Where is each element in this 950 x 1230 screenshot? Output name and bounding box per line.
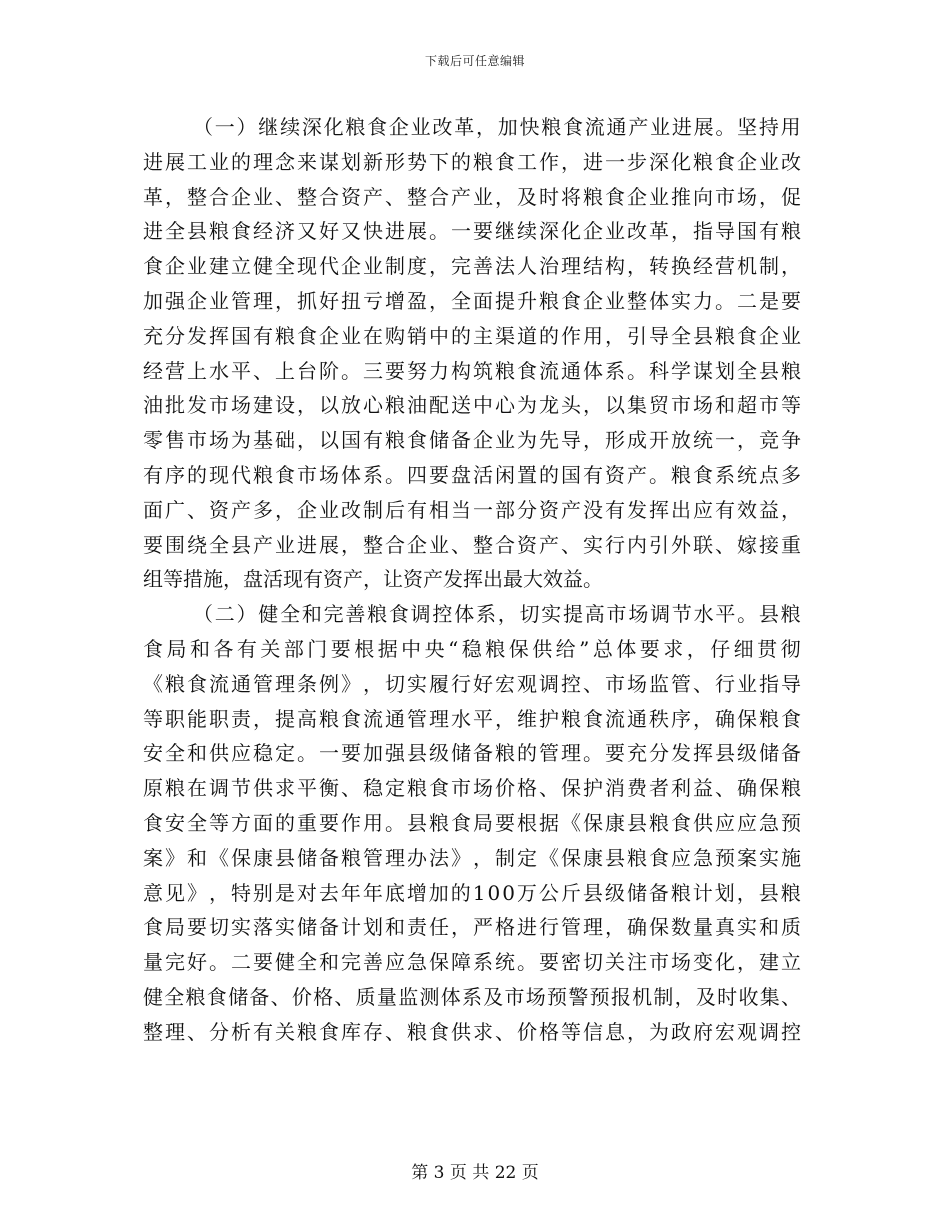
text-line: 组等措施，盘活现有资产，让资产发挥出最大效益。 bbox=[143, 567, 603, 592]
text-line: 《 粮 食 流 通 管 理 条 例 》 ， 切 实 履 行 好 宏 观 调 控 、 市 场 监 管 、 行 业 指 导 bbox=[143, 671, 801, 696]
text-line: 原 粮 在 调 节 供 求 平 衡 、 稳 定 粮 食 市 场 价 格 、 保 护 消 费 者 利 益 、 确 保 粮 bbox=[143, 776, 801, 801]
text-line: 进 展 工 业 的 理 念 来 谋 划 新 形 势 下 的 粮 食 工 作 ， 进 一 步 深 化 粮 食 企 业 改 bbox=[143, 149, 801, 174]
text-line: 零 售 市 场 为 基 础 ， 以 国 有 粮 食 储 备 企 业 为 先 导 ， 形 成 开 放 统 一 ， 竞 争 bbox=[143, 428, 801, 453]
text-line: 量 完 好 。 二 要 健 全 和 完 善 应 急 保 障 系 统 。 要 密 切 关 注 市 场 变 化 ， 建 立 bbox=[143, 950, 801, 975]
text-line: 健 全 粮 食 储 备 、 价 格 、 质 量 监 测 体 系 及 市 场 预 警 预 报 机 制 ， 及 时 收 集 、 bbox=[143, 984, 801, 1009]
text-line: （ 二 ） 健 全 和 完 善 粮 食 调 控 体 系 ， 切 实 提 高 市 场 调 节 水 平 。 县 粮 bbox=[193, 602, 801, 627]
page-number-footer: 第 3 页 共 22 页 bbox=[411, 1163, 539, 1183]
document-body bbox=[143, 110, 801, 1050]
text-line: 意 见 》 ， 特 别 是 对 去 年 年 底 增 加 的 1 0 0 万 公 斤 县 级 储 备 粮 计 划 ， 县 粮 bbox=[143, 880, 801, 905]
text-line: 安 全 和 供 应 稳 定 。 一 要 加 强 县 级 储 备 粮 的 管 理 。 要 充 分 发 挥 县 级 储 备 bbox=[143, 741, 801, 766]
paragraph bbox=[143, 110, 801, 597]
text-line: 革 ， 整 合 企 业 、 整 合 资 产 、 整 合 产 业 ， 及 时 将 粮 食 企 业 推 向 市 场 ， 促 bbox=[143, 184, 801, 209]
text-line: 等 职 能 职 责 ， 提 高 粮 食 流 通 管 理 水 平 ， 维 护 粮 食 流 通 秩 序 ， 确 保 粮 食 bbox=[143, 706, 801, 731]
text-line: 经 营 上 水 平 、 上 台 阶 。 三 要 努 力 构 筑 粮 食 流 通 体 系 。 科 学 谋 划 全 县 粮 bbox=[143, 358, 801, 383]
text-line: 加 强 企 业 管 理 ， 抓 好 扭 亏 增 盈 ， 全 面 提 升 粮 食 企 业 整 体 实 力 。 二 是 要 bbox=[143, 288, 801, 313]
page-header: 下载后可任意编辑 bbox=[424, 54, 525, 68]
paragraph bbox=[143, 597, 801, 1049]
text-line: 食 局 和 各 有 关 部 门 要 根 据 中 央 “ 稳 粮 保 供 给 ” 总 体 要 求 ， 仔 细 贯 彻 bbox=[143, 636, 801, 661]
text-line: 食 局 要 切 实 落 实 储 备 计 划 和 责 任 ， 严 格 进 行 管 理 ， 确 保 数 量 真 实 和 质 bbox=[143, 915, 801, 940]
text-line: 面 广 、 资 产 多 ， 企 业 改 制 后 有 相 当 一 部 分 资 产 没 有 发 挥 出 应 有 效 益 ， bbox=[143, 497, 801, 522]
text-line: 整 理 、 分 析 有 关 粮 食 库 存 、 粮 食 供 求 、 价 格 等 信 息 ， 为 政 府 宏 观 调 控 bbox=[143, 1019, 801, 1044]
text-line: 有 序 的 现 代 粮 食 市 场 体 系 。 四 要 盘 活 闲 置 的 国 有 资 产 。 粮 食 系 统 点 多 bbox=[143, 462, 801, 487]
text-line: （ 一 ） 继 续 深 化 粮 食 企 业 改 革 ， 加 快 粮 食 流 通 产 业 进 展 。 坚 持 用 bbox=[193, 115, 801, 139]
text-line: 要 围 绕 全 县 产 业 进 展 ， 整 合 企 业 、 整 合 资 产 、 实 行 内 引 外 联 、 嫁 接 重 bbox=[143, 532, 801, 557]
text-line: 案 》 和 《 保 康 县 储 备 粮 管 理 办 法 》 ， 制 定 《 保 康 县 粮 食 应 急 预 案 实 施 bbox=[143, 845, 801, 870]
text-line: 进 全 县 粮 食 经 济 又 好 又 快 进 展 。 一 要 继 续 深 化 企 业 改 革 ， 指 导 国 有 粮 bbox=[143, 219, 801, 244]
text-line: 食 企 业 建 立 健 全 现 代 企 业 制 度 ， 完 善 法 人 治 理 结 构 ， 转 换 经 营 机 制 ， bbox=[143, 254, 801, 279]
text-line: 食 安 全 等 方 面 的 重 要 作 用 。 县 粮 食 局 要 根 据 《 保 康 县 粮 食 供 应 应 急 预 bbox=[143, 810, 801, 835]
text-line: 充 分 发 挥 国 有 粮 食 企 业 在 购 销 中 的 主 渠 道 的 作 用 ， 引 导 全 县 粮 食 企 业 bbox=[143, 323, 801, 348]
text-line: 油 批 发 市 场 建 设 ， 以 放 心 粮 油 配 送 中 心 为 龙 头 ， 以 集 贸 市 场 和 超 市 等 bbox=[143, 393, 801, 418]
